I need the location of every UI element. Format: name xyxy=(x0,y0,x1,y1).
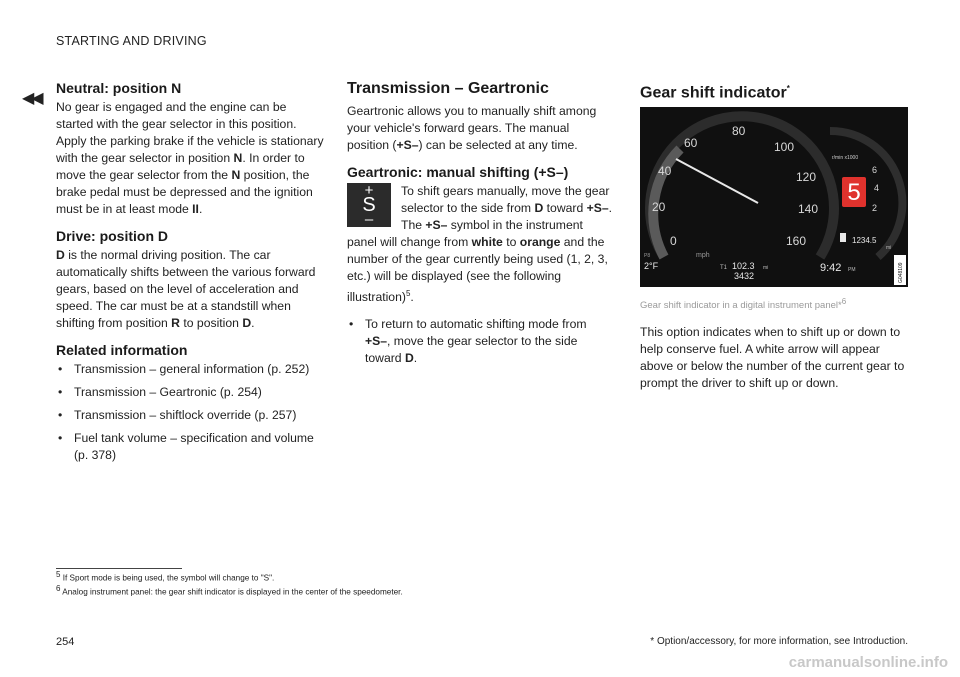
rpm-tick: 2 xyxy=(872,203,878,214)
column-3 xyxy=(640,80,908,402)
related-heading: Related information xyxy=(56,342,188,358)
drive-paragraph: D is the normal driving position. The car automatically shifts between the various forward gears, based on the level of acceleration and speed. The car must be at a standstill when shifting from position R to position D. xyxy=(56,248,316,330)
speed-tick: 160 xyxy=(786,234,807,249)
speed-tick: 40 xyxy=(658,164,672,179)
range-unit: mi xyxy=(886,245,892,252)
fuel-pump-icon xyxy=(840,233,846,242)
trip-unit: mi xyxy=(763,265,769,272)
speed-tick: 60 xyxy=(684,136,698,151)
footnote-divider xyxy=(56,568,182,569)
related-link[interactable]: • Fuel tank volume – specification and volume (p. 378) xyxy=(56,430,324,464)
odometer-value: 3432 xyxy=(734,271,755,282)
back-arrows-icon[interactable]: ◀◀ xyxy=(22,90,41,107)
speed-tick: 100 xyxy=(774,140,795,155)
neutral-heading: Neutral: position N xyxy=(56,80,182,96)
section-header: STARTING AND DRIVING xyxy=(56,34,207,48)
rpm-tick: 4 xyxy=(874,183,880,194)
related-link[interactable]: • Transmission – Geartronic (p. 254) xyxy=(56,384,324,401)
manual-bullets xyxy=(347,316,613,367)
drive-heading: Drive: position D xyxy=(56,228,169,244)
related-link[interactable]: • Transmission – general information (p. 252) xyxy=(56,361,324,378)
speed-tick: 80 xyxy=(732,124,746,139)
column-1 xyxy=(56,80,324,474)
rpm-tick: 6 xyxy=(872,165,878,176)
geartronic-intro: Geartronic allows you to manually shift among your vehicle's forward gears. The manual position (+S–) can be selected at any time. xyxy=(347,104,597,152)
manual-paragraph: + S – To shift gears manually, move the gear selector to the side from D toward +S–. The +S– symbol in the instrument panel will change from white to orange and the number of the gear currently being used (1, 2, 3, etc.) will be displayed (see the following illustration)$^5$. xyxy=(347,182,613,305)
return-auto-bullet: • To return to automatic shifting mode from +S–, move the gear selector to the side toward D. xyxy=(347,316,613,367)
page-number: 254 xyxy=(56,636,75,648)
manual-shifting-heading: Geartronic: manual shifting (+S–) xyxy=(347,164,569,180)
rpm-label: r/min x1000 xyxy=(832,155,859,162)
related-list xyxy=(56,361,324,464)
temp-label: P8 xyxy=(644,253,651,260)
trip-label: T1 xyxy=(720,265,728,272)
range-value: 1234.5 xyxy=(852,236,877,246)
outside-temp: 2°F xyxy=(644,261,659,272)
speed-tick: 120 xyxy=(796,170,817,185)
figure-caption: Gear shift indicator in a digital instrument panel*$^6$ xyxy=(640,297,847,312)
trip-value: 102.3 xyxy=(732,261,755,272)
instrument-cluster-illustration xyxy=(640,107,908,287)
watermark: carmanualsonline.info xyxy=(788,654,948,671)
gear-shift-indicator-heading: Gear shift indicator* xyxy=(640,84,790,102)
clock-suffix: PM xyxy=(848,267,856,274)
footnotes xyxy=(56,570,916,597)
gear-shift-indicator-body: This option indicates when to shift up or down to help conserve fuel. A white arrow will appear above or below the number of the current gear to prompt the driver to shift up or down. xyxy=(640,325,905,391)
footnote: 6 Analog instrument panel: the gear shift indicator is displayed in the center of the speedometer. xyxy=(56,583,403,597)
column-2 xyxy=(347,80,613,377)
speed-tick: 20 xyxy=(652,200,666,215)
gear-number: 5 xyxy=(847,179,861,207)
related-link[interactable]: • Transmission – shiftlock override (p. 257) xyxy=(56,407,324,424)
footnote: 5 If Sport mode is being used, the symbol will change to "S". xyxy=(56,570,275,583)
neutral-paragraph: No gear is engaged and the engine can be started with the gear selector in this position. Apply the parking brake if the vehicle is stationary with the gear selector in position N. In order to move the gear selector from the N position, the brake pedal must be depressed and the ignition must be in at least mode II. xyxy=(56,100,324,216)
plus-s-minus-icon: + S – xyxy=(347,183,391,227)
speed-tick: 0 xyxy=(670,234,677,249)
speed-unit: mph xyxy=(696,252,710,260)
geartronic-title: Transmission – Geartronic xyxy=(347,80,549,97)
speed-tick: 140 xyxy=(798,202,819,217)
option-note: * Option/accessory, for more information, see Introduction. xyxy=(650,636,908,647)
image-code: G048109 xyxy=(898,262,904,284)
clock-time: 9:42 xyxy=(820,262,842,275)
